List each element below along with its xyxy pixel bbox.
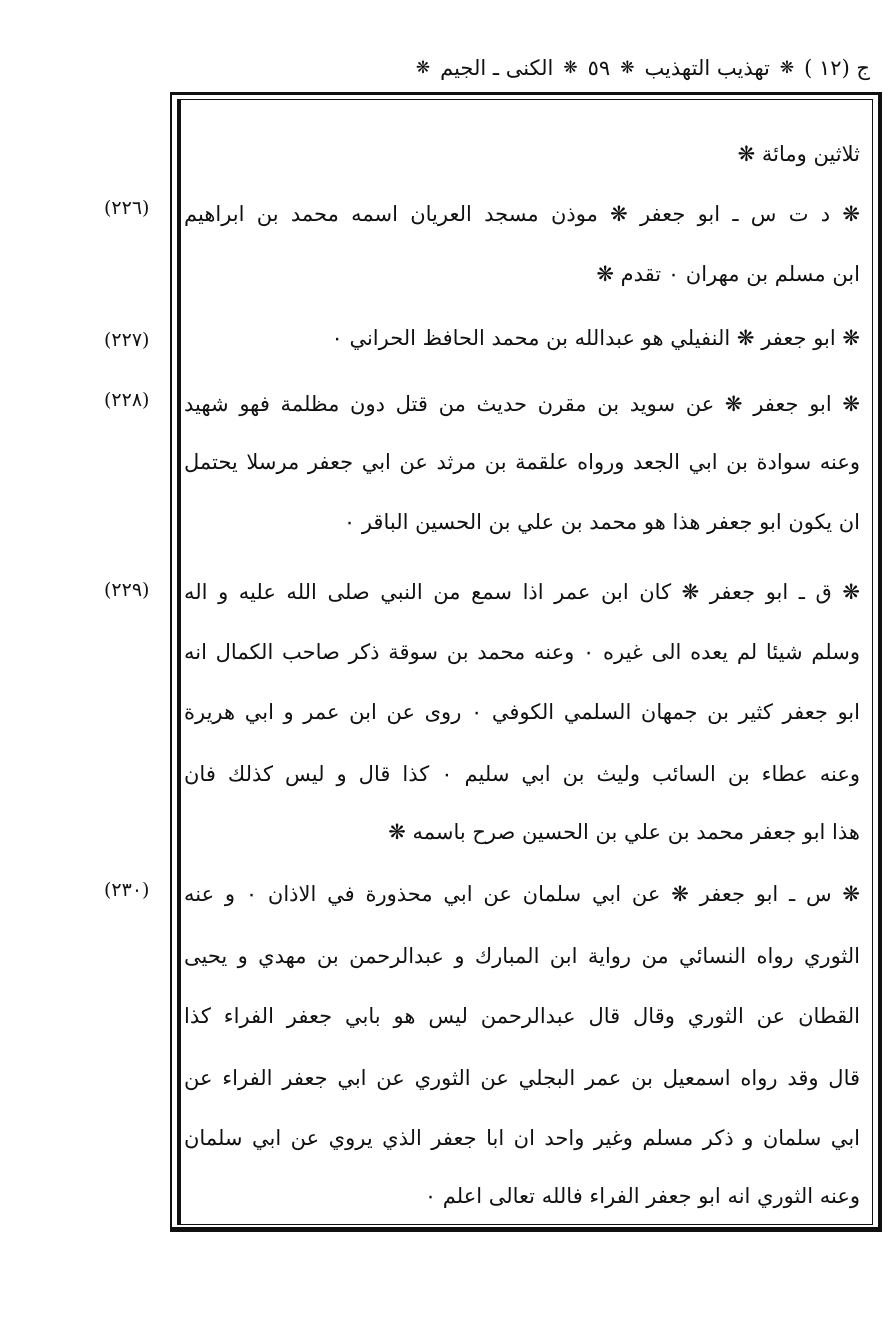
text-line: ❋ ابو جعفر ❋ عن سويد بن مقرن حديث من قتل دون مظلمة فهو شهيد <box>184 392 860 416</box>
running-header <box>180 50 870 86</box>
ornament-icon: ❋ <box>563 58 578 78</box>
ornament-icon: ❋ <box>779 58 795 78</box>
text-line: هذا ابو جعفر محمد بن علي بن الحسين صرح باسمه ❋ <box>388 820 860 844</box>
text-line: وسلم شيئا لم يعده الى غيره ٠ وعنه محمد بن سوقة ذكر صاحب الكمال انه <box>184 640 860 664</box>
text-line: القطان عن الثوري وقال قال عبدالرحمن ليس هو بابي جعفر الفراء كذا <box>184 1004 860 1028</box>
text-line: ان يكون ابو جعفر هذا هو محمد بن علي بن الحسين الباقر ٠ <box>343 510 860 534</box>
text-line: ❋ ابو جعفر ❋ النفيلي هو عبدالله بن محمد الحافظ الحراني ٠ <box>331 326 860 350</box>
ornament-icon: ❋ <box>415 58 431 78</box>
text-line: ابو جعفر كثير بن جمهان السلمي الكوفي ٠ روى عن ابن عمر و ابي هريرة <box>184 700 860 724</box>
text-line: وعنه الثوري انه ابو جعفر الفراء فالله تعالى اعلم ٠ <box>424 1184 860 1208</box>
header-section-title: الكنى ـ الجيم <box>440 56 554 80</box>
entry-number: (٢٢٦) <box>104 197 150 219</box>
text-line: وعنه سوادة بن ابي الجعد ورواه علقمة بن مرثد عن ابي جعفر مرسلا يحتمل <box>184 450 860 474</box>
header-book-title: تهذيب التهذيب <box>644 56 770 80</box>
header-page-number: ٥٩ <box>587 56 611 80</box>
text-line: ابي سلمان و ذكر مسلم وغير واحد ان ابا جعفر الذي يروي عن ابي سلمان <box>184 1126 860 1150</box>
entry-number: (٢٢٨) <box>104 389 150 411</box>
text-line: ❋ د ت س ـ ابو جعفر ❋ موذن مسجد العريان اسمه محمد بن ابراهيم <box>184 202 860 226</box>
text-line: الثوري رواه النسائي من رواية ابن المبارك و عبدالرحمن بن مهدي و يحيى <box>184 944 860 968</box>
header-volume: ج (١٢ ) <box>804 56 870 80</box>
text-line: وعنه عطاء بن السائب وليث بن ابي سليم ٠ كذا قال و ليس كذلك فان <box>184 762 860 786</box>
entry-number: (٢٢٩) <box>104 579 150 601</box>
ornament-icon: ❋ <box>620 58 635 78</box>
text-line: ❋ س ـ ابو جعفر ❋ عن ابي سلمان عن ابي محذورة في الاذان ٠ و عنه <box>184 882 860 906</box>
text-line: ثلاثين ومائة ❋ <box>737 142 860 166</box>
entry-number: (٢٢٧) <box>104 329 150 351</box>
text-line: ❋ ق ـ ابو جعفر ❋ كان ابن عمر اذا سمع من النبي صلى الله عليه و اله <box>184 580 860 604</box>
text-line: قال وقد رواه اسمعيل بن عمر البجلي عن الثوري عن ابي جعفر الفراء عن <box>184 1066 860 1090</box>
entry-number: (٢٣٠) <box>104 879 150 901</box>
text-line: ابن مسلم بن مهران ٠ تقدم ❋ <box>596 262 860 286</box>
